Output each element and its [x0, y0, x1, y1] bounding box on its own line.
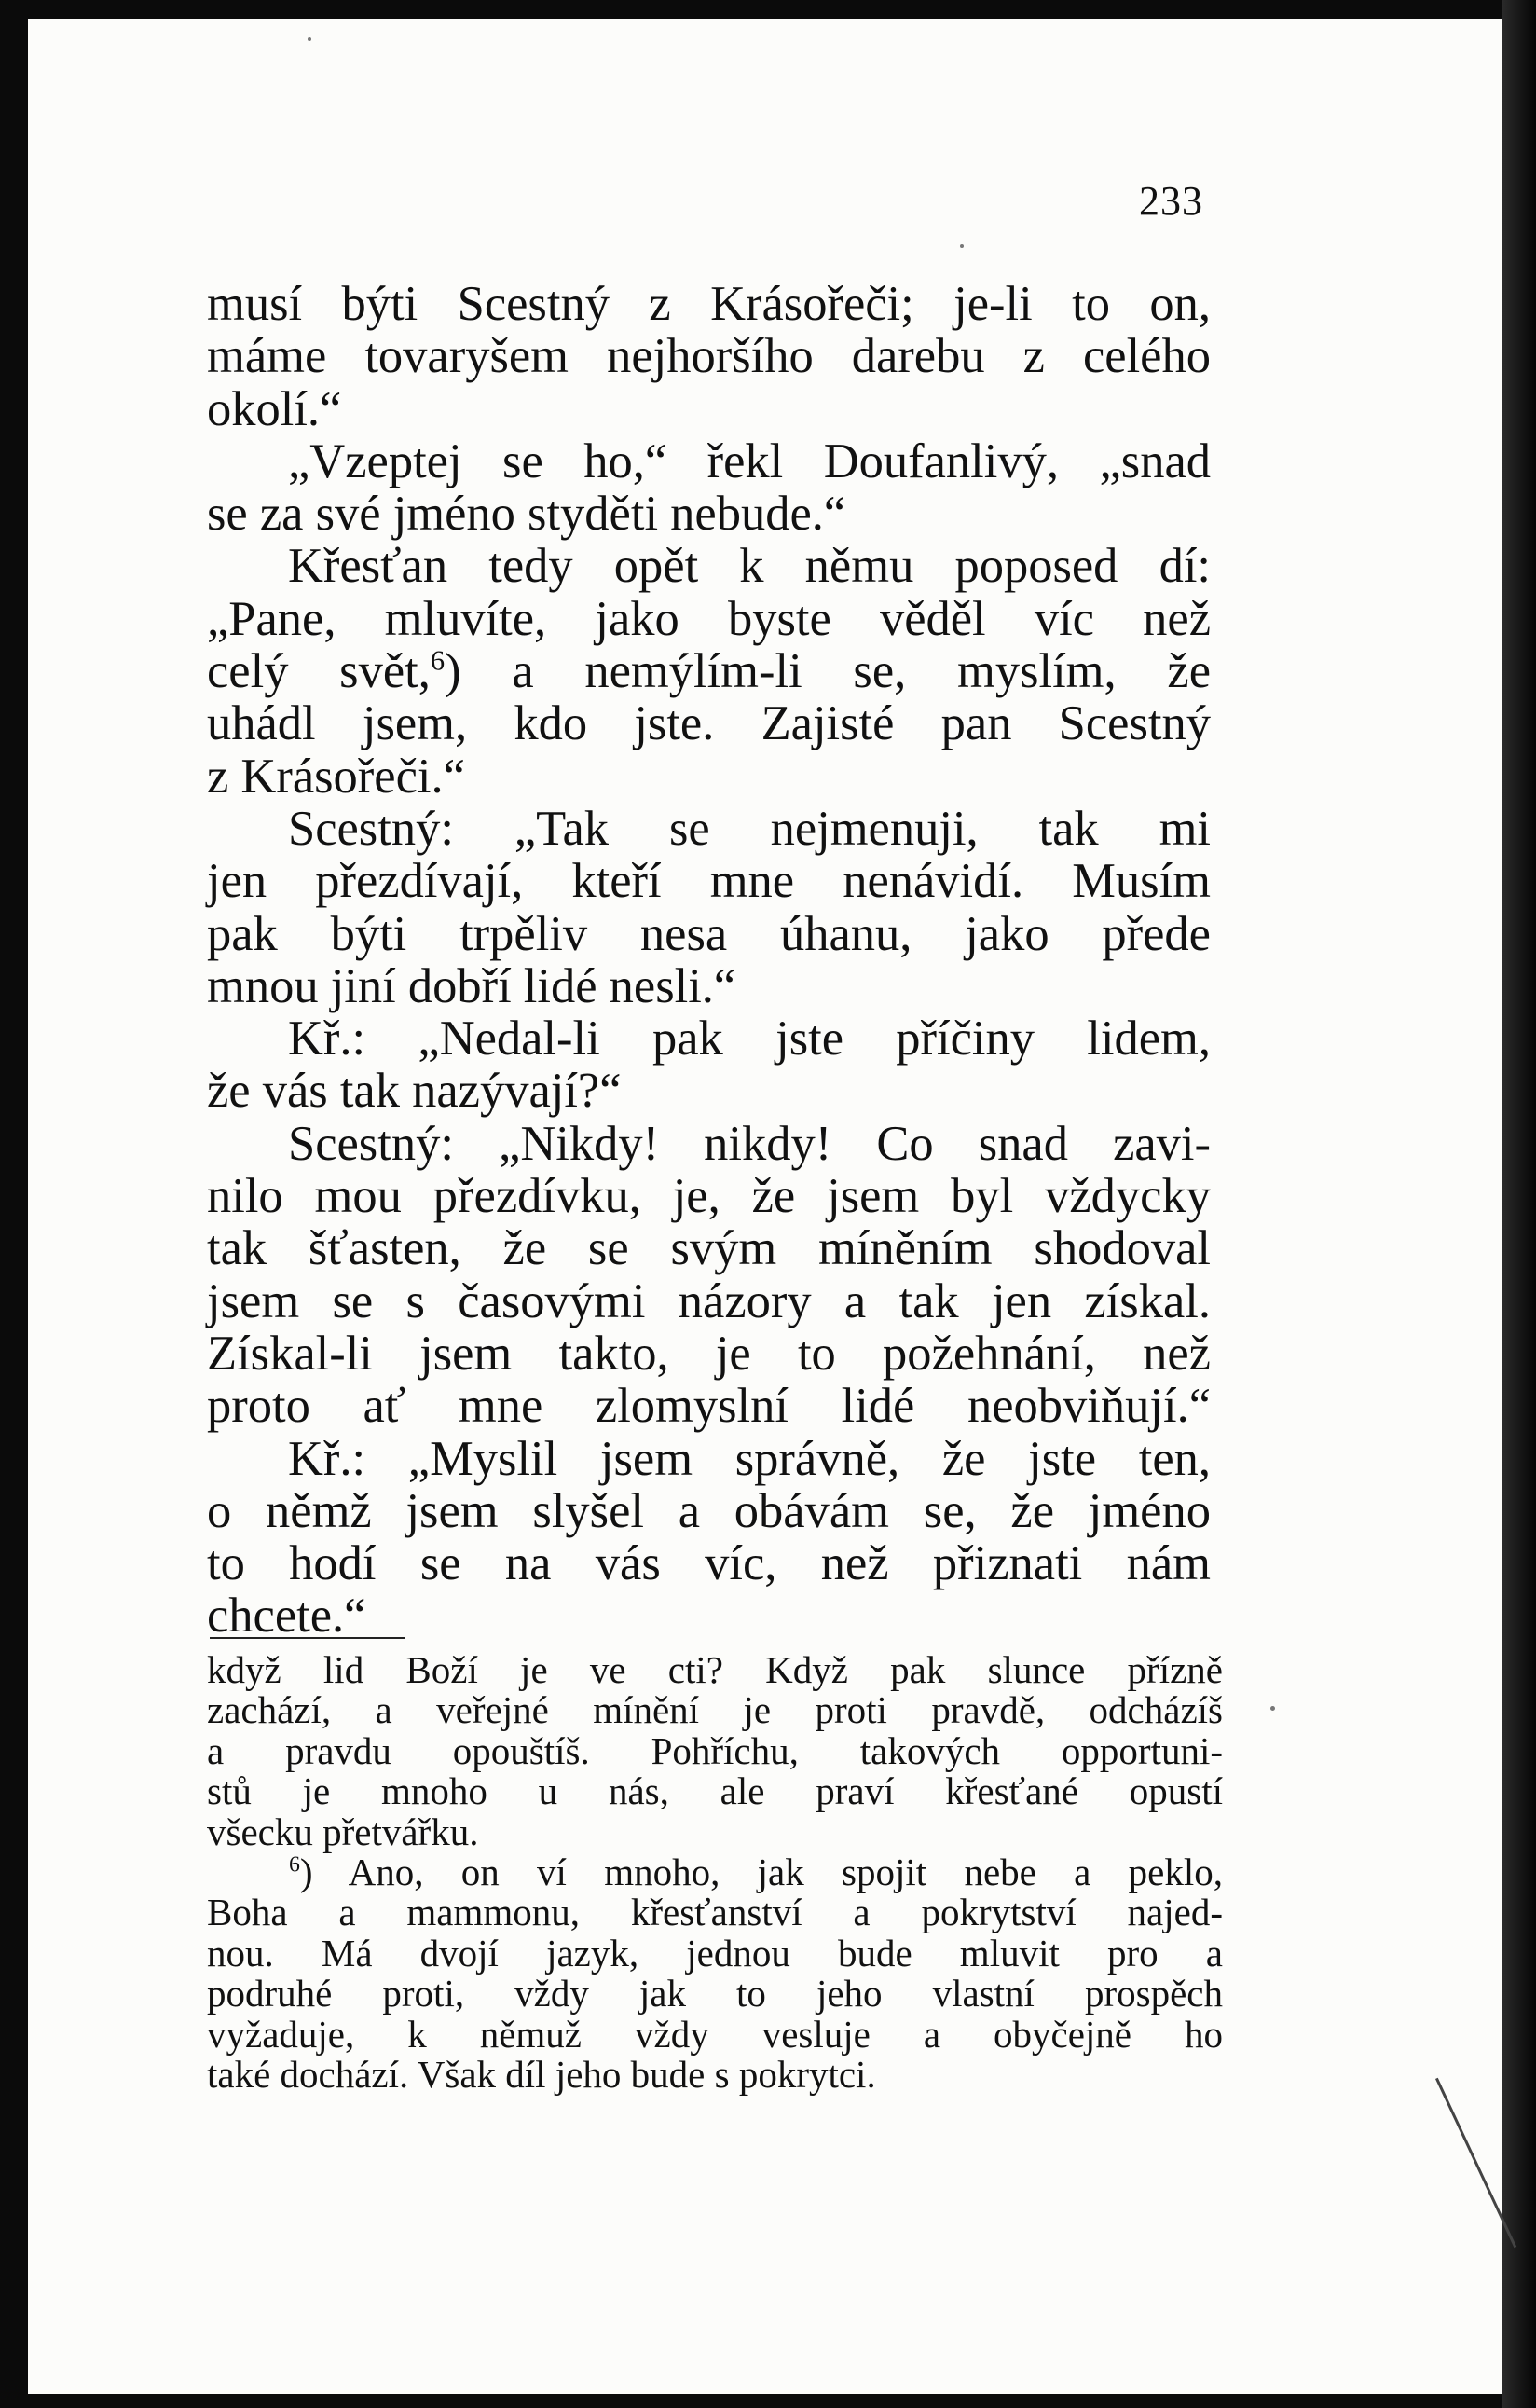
body-line	[207, 697, 1211, 750]
body-text: Křesťan tedy opět k němu poposed dí:	[288, 539, 1211, 594]
body-line	[207, 593, 1211, 645]
body-line	[207, 1380, 1211, 1432]
body-line	[207, 750, 1211, 803]
footnote-line	[207, 1933, 1223, 1974]
body-line	[207, 855, 1211, 907]
footnote-text: podruhé proti, vždy jak to jeho vlastní prospěch	[207, 1972, 1223, 2016]
footnote-line	[207, 1771, 1223, 1811]
footnote-text: zachází, a veřejné mínění je proti pravdě, odcházíš	[207, 1688, 1223, 1732]
footnote-line	[207, 1809, 1223, 1853]
body-line	[207, 908, 1211, 960]
footnote-text: ) Ano, on ví mnoho, jak spojit nebe a peklo,	[299, 1851, 1223, 1894]
footnote-mark: 6	[430, 644, 446, 677]
body-text: „Vzeptej se ho,“ řekl Doufanlivý, „snad	[288, 433, 1211, 488]
body-line	[207, 803, 1211, 855]
body-line	[207, 435, 1211, 488]
body-line	[207, 1433, 1211, 1485]
footnote-text: vyžaduje, k němuž vždy vesluje a obyčejně ho	[207, 2012, 1223, 2056]
body-text: že vás tak nazývají?“	[207, 1064, 622, 1119]
body-text: mnou jiní dobří lidé nesli.“	[207, 958, 736, 1013]
body-text: proto ať mne zlomyslní lidé neobviňují.“	[207, 1379, 1211, 1434]
body-line	[207, 488, 1211, 540]
body-line	[207, 645, 1211, 697]
body-text: o němž jsem slyšel a obávám se, že jméno	[207, 1483, 1211, 1538]
body-text: pak býti trpěliv nesa úhanu, jako přede	[207, 906, 1211, 961]
body-text: musí býti Scestný z Krásořeči; je-li to on,	[207, 277, 1211, 331]
scan-speck	[1270, 1706, 1275, 1711]
footnote-line	[207, 1892, 1223, 1933]
body-text: se za své jméno styděti nebude.“	[207, 487, 846, 542]
footnote-text: také dochází. Však díl jeho bude s pokrytci.	[207, 2053, 876, 2097]
body-line	[207, 1065, 1211, 1117]
body-text: Kř.: „Myslil jsem správně, že jste ten,	[288, 1431, 1211, 1486]
body-line	[207, 1012, 1211, 1065]
footnote-text: Boha a mammonu, křesťanství a pokrytství najed-	[207, 1891, 1223, 1934]
body-line	[207, 1118, 1211, 1170]
footnote-line	[207, 2012, 1223, 2056]
body-line	[207, 540, 1211, 592]
footnote-line	[207, 1728, 1223, 1772]
body-line	[207, 1485, 1211, 1537]
body-line	[207, 960, 1211, 1012]
body-text: jsem se s časovými názory a tak jen získal.	[207, 1273, 1211, 1328]
body-text: jen přezdívají, kteří mne nenávidí. Musím	[207, 854, 1211, 909]
footnote-text: když lid Boží je ve cti? Když pak slunce přízně	[207, 1648, 1223, 1691]
body-text: Scestný: „Nikdy! nikdy! Co snad zavi-	[288, 1116, 1211, 1171]
main-text	[207, 278, 1211, 1643]
scan-speck	[960, 244, 964, 248]
body-text: tak šťasten, že se svým míněním shodoval	[207, 1221, 1211, 1276]
body-text: máme tovaryšem nejhoršího darebu z celého	[207, 329, 1211, 384]
body-text: „Pane, mluvíte, jako byste věděl víc než	[207, 591, 1211, 646]
footnote-line	[207, 1650, 1223, 1690]
footnote-separator	[210, 1637, 405, 1639]
body-text: to hodí se na vás víc, než přiznati nám	[207, 1536, 1211, 1591]
body-text: Scestný: „Tak se nejmenuji, tak mi	[288, 801, 1211, 856]
footnote-text: stů je mnoho u nás, ale praví křesťané opustí	[207, 1769, 1223, 1813]
footnote-mark: 6	[289, 1852, 300, 1878]
footnote-text: a pravdu opouštíš. Pohříchu, takových opportuni-	[207, 1728, 1223, 1772]
body-text: uhádl jsem, kdo jste. Zajisté pan Scestný	[207, 696, 1211, 751]
body-line	[207, 1222, 1211, 1274]
body-text: Kř.: „Nedal-li pak jste příčiny lidem,	[288, 1011, 1211, 1066]
body-line	[207, 330, 1211, 382]
body-text: z Krásořeči.“	[207, 749, 465, 804]
scan-edge	[1502, 0, 1536, 2408]
body-text: chcete.“	[207, 1589, 366, 1644]
footnote-line	[207, 1690, 1223, 1730]
body-text: ) a nemýlím-li se, myslím, že	[445, 644, 1211, 699]
body-line	[207, 1170, 1211, 1222]
body-text: okolí.“	[207, 381, 342, 436]
scan-speck	[308, 37, 311, 41]
body-line	[207, 1589, 1211, 1642]
footnote-line	[207, 2055, 1223, 2095]
body-line	[207, 1275, 1211, 1328]
body-line	[207, 278, 1211, 330]
body-text: Získal-li jsem takto, je to požehnání, než	[207, 1326, 1211, 1381]
footnote-text: nou. Má dvojí jazyk, jednou bude mluvit pro a	[207, 1931, 1223, 1975]
body-line	[207, 1328, 1211, 1380]
footnote-text: všecku přetvářku.	[207, 1809, 479, 1853]
body-line	[207, 1537, 1211, 1589]
body-text: nilo mou přezdívku, je, že jsem byl vždycky	[207, 1169, 1211, 1224]
body-text: celý svět,	[207, 644, 431, 699]
footnote-line	[207, 1974, 1223, 2014]
footnote-line	[207, 1852, 1223, 1892]
footnotes	[207, 1650, 1223, 2095]
page-number: 233	[1139, 178, 1203, 224]
body-line	[207, 383, 1211, 435]
